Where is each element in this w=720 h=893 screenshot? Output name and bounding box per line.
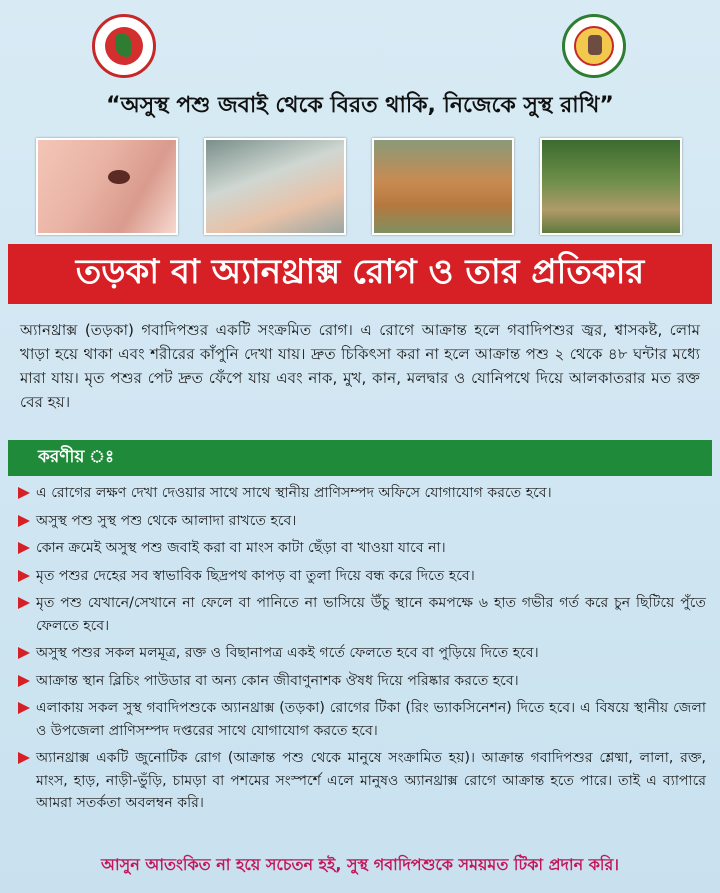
right-arrow-icon [18,752,30,764]
action-list [18,482,706,820]
action-heading-banner [8,440,712,476]
page-title: তড়কা বা অ্যানথ্রাক্স রোগ ও তার প্রতিকার [75,251,645,292]
list-item: অ্যানথ্রাক্স একটি জুনোটিক রোগ (আক্রান্ত পশু থেকে মানুষে সংক্রামিত হয়)। আক্রান্ত গবাদিপশুর শ্লেষ্মা, লালা, রক্ত, মাংস, হাড়, নাড়ী-ভুঁড়ি, চামড়া বা পশমের সংস্পর্শে এলে মানুষও অ্যানথ্রাক্স রোগে আক্রান্ত হতে পারে। তাই এ ব্যাপারে আমরা সতর্কতা অবলম্বন করি। [18,747,706,815]
photo-strip [36,138,684,233]
list-item: কোন ক্রমেই অসুস্থ পশু জবাই করা বা মাংস কাটা ছেঁড়া বা খাওয়া যাবে না। [18,537,706,560]
right-arrow-icon [18,515,30,527]
right-arrow-icon [18,570,30,582]
list-item: মৃত পশুর দেহের সব স্বাভাবিক ছিদ্রপথ কাপড় বা তুলা দিয়ে বন্ধ করে দিতে হবে। [18,565,706,588]
list-item: আক্রান্ত স্থান ব্লিচিং পাউডার বা অন্য কোন জীবাণুনাশক ঔষধ দিয়ে পরিষ্কার করতে হবে। [18,670,706,693]
photo-skin-lesion-arm [36,138,178,235]
footer-call-to-action: আসুন আতংকিত না হয়ে সচেতন হই, সুস্থ গবাদিপশুকে সময়মত টিকা প্রদান করি। [101,855,619,874]
government-seal-icon [92,14,156,78]
list-item: এ রোগের লক্ষণ দেখা দেওয়ার সাথে সাথে স্থানীয় প্রাণিসম্পদ অফিসে যোগাযোগ করতে হবে। [18,482,706,505]
photo-burial-pit [540,138,682,235]
right-arrow-icon [18,597,30,609]
intro-paragraph: অ্যানথ্রাক্স (তড়কা) গবাদিপশুর একটি সংক্রমিত রোগ। এ রোগে আক্রান্ত হলে গবাদিপশুর জ্বর, শ্বাসকষ্ট, লোম খাড়া হয়ে থাকা এবং শরীরের কাঁপুনি দেখা যায়। দ্রুত চিকিৎসা করা না হলে আক্রান্ত পশু ২ থেকে ৪৮ ঘন্টার মধ্যে মারা যায়। মৃত পশুর পেট দ্রুত ফেঁপে যায় এবং নাক, মুখ, কান, মলদ্বার ও যোনিপথে দিয়ে আলকাতরার মত রক্ত বের হয়। [20,321,700,411]
list-item: মৃত পশু যেখানে/সেখানে না ফেলে বা পানিতে না ভাসিয়ে উঁচু স্থানে কমপক্ষে ৬ হাত গভীর গর্ত করে চুন ছিটিয়ে পুঁতে ফেলতে হবে। [18,592,706,637]
list-item: এলাকায় সকল সুস্থ গবাদিপশুকে অ্যানথ্রাক্স (তড়কা) রোগের টিকা (রিং ভ্যাকসিনেশন) দিতে হবে। এ বিষয়ে স্থানীয় জেলা ও উপজেলা প্রাণিসম্পদ দপ্তরের সাথে যোগাযোগ করতে হবে। [18,697,706,742]
photo-infected-hand [204,138,346,235]
right-arrow-icon [18,675,30,687]
right-arrow-icon [18,702,30,714]
right-arrow-icon [18,647,30,659]
title-banner [8,244,712,304]
right-arrow-icon [18,487,30,499]
list-item: অসুস্থ পশুর সকল মলমূত্র, রক্ত ও বিছানাপত্র একই গর্তে ফেলতে হবে বা পুড়িয়ে দিতে হবে। [18,642,706,665]
slogan: “অসুস্থ পশু জবাই থেকে বিরত থাকি, নিজেকে সুস্থ রাখি” [106,93,614,118]
list-item: অসুস্থ পশু সুস্থ পশু থেকে আলাদা রাখতে হবে। [18,510,706,533]
action-heading: করণীয় ঃ [38,447,115,467]
livestock-department-seal-icon [562,14,626,78]
photo-dead-cow [372,138,514,235]
right-arrow-icon [18,542,30,554]
